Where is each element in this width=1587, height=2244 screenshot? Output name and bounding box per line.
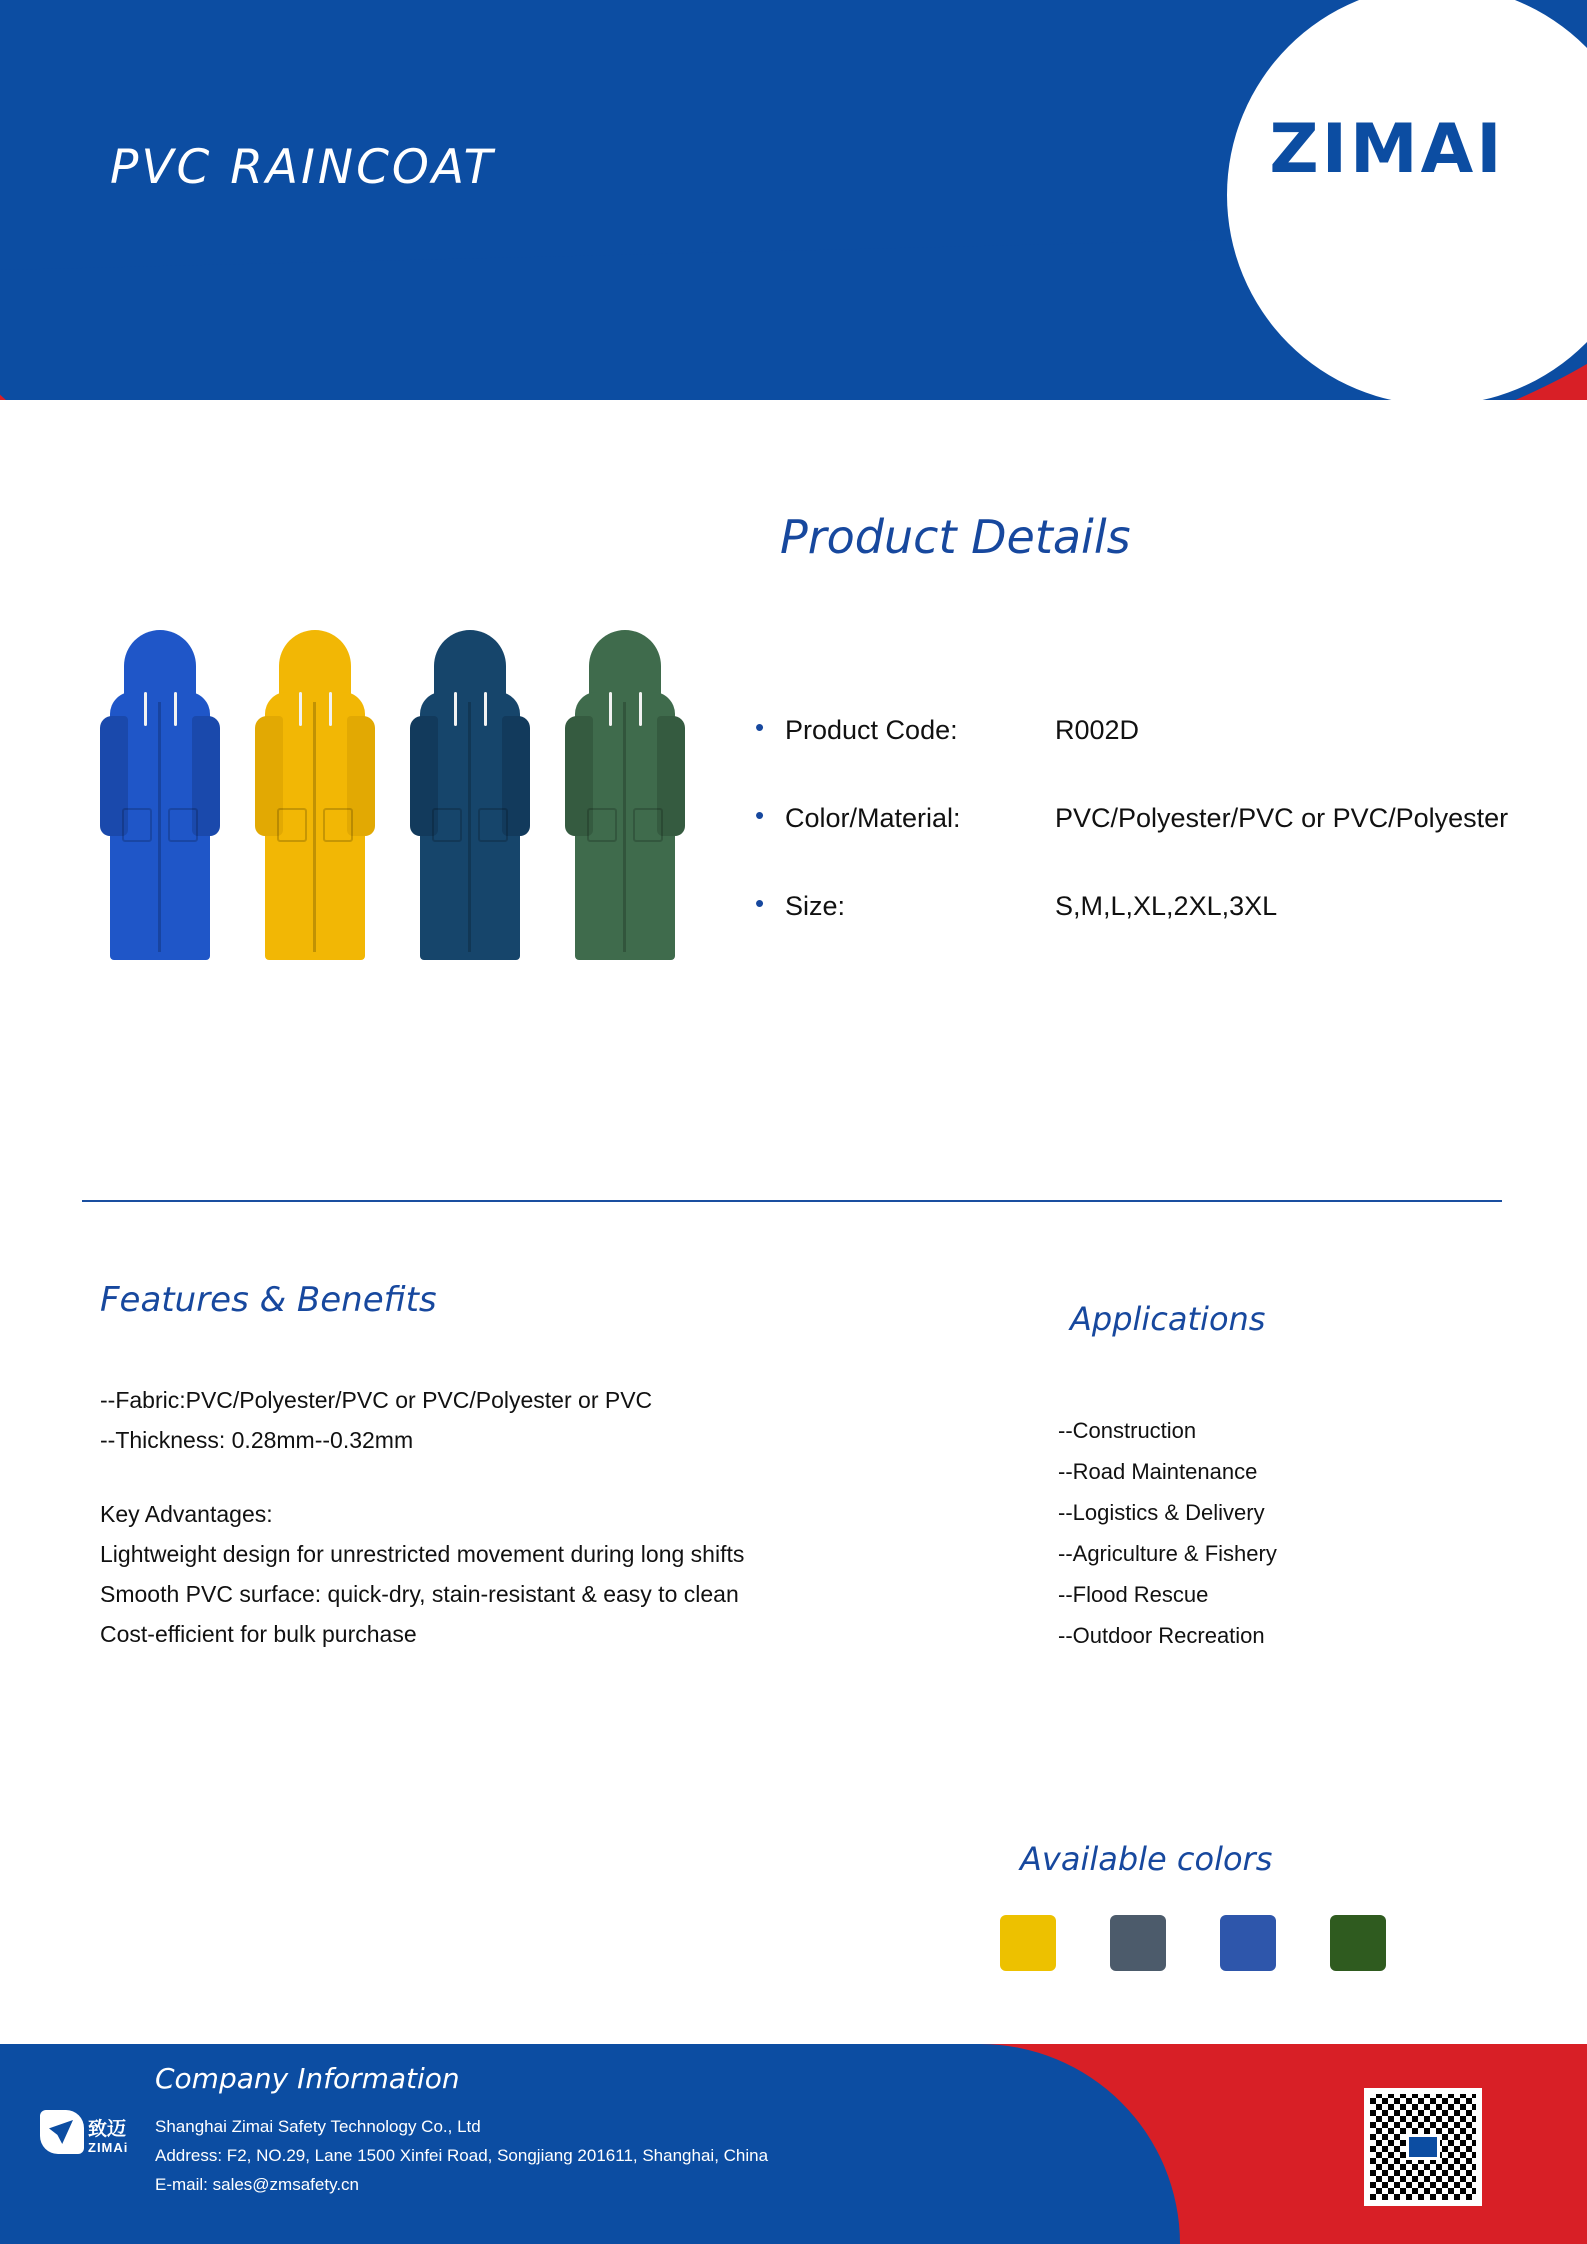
spec-row bbox=[755, 798, 1515, 838]
company-address: Address: F2, NO.29, Lane 1500 Xinfei Road, Songjiang 201611, Shanghai, China bbox=[155, 2146, 769, 2165]
qr-code[interactable] bbox=[1364, 2088, 1482, 2206]
coat-drawstring-left bbox=[144, 692, 147, 726]
product-image bbox=[80, 600, 720, 980]
advantage-item: Lightweight design for unrestricted movement during long shifts bbox=[100, 1541, 745, 1567]
spec-row bbox=[755, 886, 1515, 926]
application-item: --Logistics & Delivery bbox=[1058, 1500, 1265, 1525]
spec-value: R002D bbox=[1055, 715, 1140, 745]
features-line: --Fabric:PVC/Polyester/PVC or PVC/Polyester or PVC bbox=[100, 1387, 653, 1413]
application-item: --Agriculture & Fishery bbox=[1058, 1541, 1277, 1566]
brand-logo: ZIMAI bbox=[1269, 110, 1505, 189]
swatch-yellow[interactable] bbox=[1000, 1915, 1056, 1971]
key-advantages-heading: Key Advantages: bbox=[100, 1501, 273, 1527]
company-name: Shanghai Zimai Safety Technology Co., Ltd bbox=[155, 2117, 481, 2136]
coat-placket bbox=[158, 702, 161, 952]
coat-drawstring-right bbox=[484, 692, 487, 726]
qr-code-center-logo bbox=[1406, 2134, 1440, 2160]
footer-logo bbox=[40, 2110, 132, 2172]
royal-blue-raincoat bbox=[100, 630, 220, 960]
coat-pocket-left bbox=[122, 808, 152, 842]
spec-row bbox=[755, 710, 1515, 750]
applications-title: Applications bbox=[1070, 1300, 1266, 1338]
product-details-title: Product Details bbox=[780, 510, 1131, 564]
available-colors-title: Available colors bbox=[1020, 1840, 1273, 1878]
applications-list bbox=[1058, 1410, 1498, 1656]
coat-pocket-right bbox=[478, 808, 508, 842]
coat-pocket-left bbox=[587, 808, 617, 842]
color-swatch-list bbox=[1000, 1915, 1386, 1971]
coat-pocket-right bbox=[168, 808, 198, 842]
coat-drawstring-left bbox=[454, 692, 457, 726]
yellow-raincoat bbox=[255, 630, 375, 960]
navy-raincoat bbox=[410, 630, 530, 960]
company-email[interactable]: E-mail: sales@zmsafety.cn bbox=[155, 2175, 359, 2194]
coat-drawstring-right bbox=[329, 692, 332, 726]
spec-value: PVC/Polyester/PVC or PVC/Polyester bbox=[1055, 803, 1509, 833]
coat-placket bbox=[623, 702, 626, 952]
features-line: --Thickness: 0.28mm--0.32mm bbox=[100, 1427, 414, 1453]
company-information-body bbox=[155, 2112, 768, 2199]
coat-placket bbox=[313, 702, 316, 952]
bullet-icon: • bbox=[755, 712, 765, 742]
application-item: --Construction bbox=[1058, 1418, 1197, 1443]
product-spec-list bbox=[755, 710, 1515, 974]
coat-drawstring-left bbox=[609, 692, 612, 726]
application-item: --Flood Rescue bbox=[1058, 1582, 1209, 1607]
advantage-item: Smooth PVC surface: quick-dry, stain-resistant & easy to clean bbox=[100, 1581, 739, 1607]
coat-pocket-left bbox=[432, 808, 462, 842]
features-body bbox=[100, 1380, 820, 1654]
page-header bbox=[0, 0, 1587, 400]
advantage-item: Cost-efficient for bulk purchase bbox=[100, 1621, 417, 1647]
spec-label: Product Code: bbox=[785, 715, 958, 745]
footer-logo-en: ZIMAi bbox=[88, 2140, 129, 2155]
page-title: PVC RAINCOAT bbox=[110, 140, 496, 195]
coat-drawstring-left bbox=[299, 692, 302, 726]
coat-pocket-right bbox=[323, 808, 353, 842]
coat-pocket-right bbox=[633, 808, 663, 842]
coat-drawstring-right bbox=[639, 692, 642, 726]
spec-label: Color/Material: bbox=[785, 803, 961, 833]
coat-placket bbox=[468, 702, 471, 952]
swatch-slate-grey[interactable] bbox=[1110, 1915, 1166, 1971]
section-divider bbox=[82, 1200, 1502, 1202]
company-information-title: Company Information bbox=[155, 2062, 460, 2095]
swatch-blue[interactable] bbox=[1220, 1915, 1276, 1971]
coat-drawstring-right bbox=[174, 692, 177, 726]
bullet-icon: • bbox=[755, 888, 765, 918]
features-title: Features & Benefits bbox=[100, 1280, 437, 1320]
green-raincoat bbox=[565, 630, 685, 960]
footer-logo-cn: 致迈 bbox=[88, 2119, 127, 2140]
swatch-dark-green[interactable] bbox=[1330, 1915, 1386, 1971]
spec-value: S,M,L,XL,2XL,3XL bbox=[1055, 891, 1278, 921]
bullet-icon: • bbox=[755, 800, 765, 830]
zimai-mark-icon bbox=[40, 2110, 84, 2154]
spacer bbox=[100, 1460, 820, 1494]
application-item: --Outdoor Recreation bbox=[1058, 1623, 1265, 1648]
application-item: --Road Maintenance bbox=[1058, 1459, 1258, 1484]
coat-pocket-left bbox=[277, 808, 307, 842]
spec-label: Size: bbox=[785, 891, 846, 921]
